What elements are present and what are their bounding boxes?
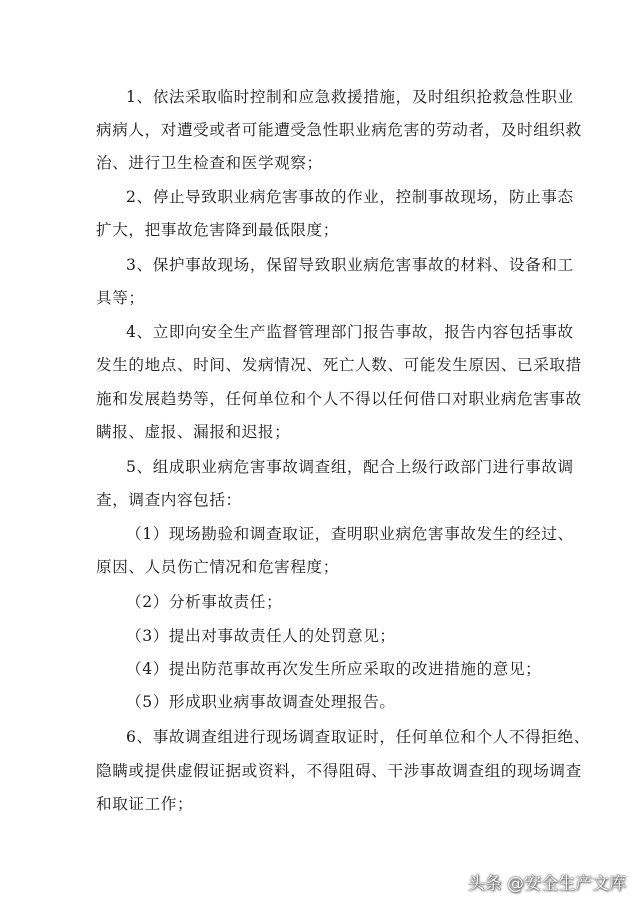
text-line: 瞒报、虚报、漏报和迟报； <box>96 423 291 441</box>
text-line: （3）提出对事故责任人的处罚意见； <box>126 627 396 645</box>
text-line: 施和发展趋势等，任何单位和个人不得以任何借口对职业病危害事故 <box>96 390 582 408</box>
text-line: （1）现场勘验和调查取证，查明职业病危害事故发生的经过、 <box>126 525 574 543</box>
text-line: 4、立即向安全生产监督管理部门报告事故，报告内容包括事故 <box>126 323 574 341</box>
text-line: 6、事故调查组进行现场调查取证时，任何单位和个人不得拒绝、 <box>126 728 590 746</box>
text-line: （2）分析事故责任； <box>126 593 283 611</box>
text-line: 具等； <box>96 289 145 307</box>
text-line: 病病人，对遭受或者可能遭受急性职业病危害的劳动者，及时组织救 <box>96 121 582 139</box>
text-line: 扩大，把事故危害降到最低限度； <box>96 221 339 239</box>
text-line: 发生的地点、时间、发病情况、死亡人数、可能发生原因、已采取措 <box>96 356 582 374</box>
text-line: 3、保护事故现场，保留导致职业病危害事故的材料、设备和工 <box>126 256 574 274</box>
text-line: 隐瞒或提供虚假证据或资料，不得阻碍、干涉事故调查组的现场调查 <box>96 762 582 780</box>
text-line: 5、组成职业病危害事故调查组，配合上级行政部门进行事故调 <box>126 458 574 476</box>
text-line: 原因、人员伤亡情况和危害程度； <box>96 558 339 576</box>
text-line: 治、进行卫生检查和医学观察； <box>96 154 323 172</box>
text-line: 查，调查内容包括： <box>96 491 242 509</box>
text-line: （4）提出防范事故再次发生所应采取的改进措施的意见； <box>126 660 542 678</box>
text-line: 1、依法采取临时控制和应急救援措施，及时组织抢救急性职业 <box>126 88 574 106</box>
text-line: 和取证工作； <box>96 795 194 813</box>
text-line: （5）形成职业病事故调查处理报告。 <box>126 693 396 711</box>
watermark-text: 头条 @安全生产文库 <box>467 874 626 894</box>
text-line: 2、停止导致职业病危害事故的作业，控制事故现场，防止事态 <box>126 188 574 206</box>
